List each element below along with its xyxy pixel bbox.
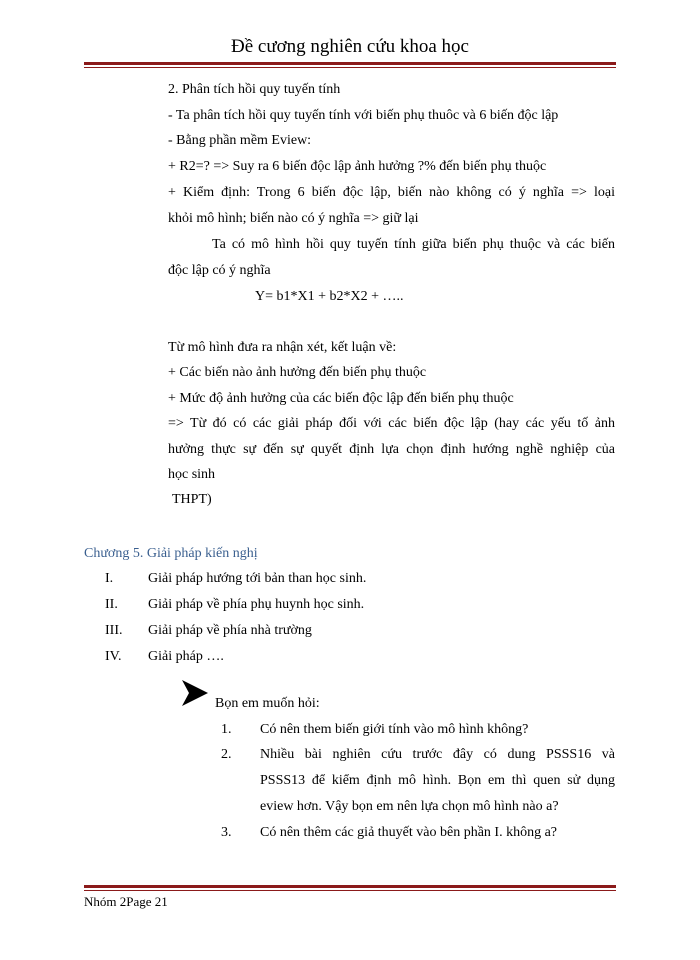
body-line: THPT) (172, 492, 212, 507)
question-number: 1. (221, 722, 232, 737)
body-line: => Từ đó có các giải pháp đối với các biến độc lập (hay các yếu tố ảnh (168, 416, 615, 431)
body-line: + Các biến nào ảnh hưởng đến biến phụ thuộc (168, 365, 427, 380)
chapter-title: Chương 5. Giải pháp kiến nghị (84, 546, 258, 561)
body-line: - Ta phân tích hồi quy tuyến tính với biến phụ thuôc và 6 biến độc lập (168, 108, 559, 123)
list-item: Giải pháp hướng tới bản than học sinh. (148, 571, 367, 586)
body-line: khỏi mô hình; biến nào có ý nghĩa => giữ lại (168, 211, 419, 226)
body-line: Từ mô hình đưa ra nhận xét, kết luận về: (168, 340, 397, 355)
footer-page-label: Nhóm 2Page 21 (84, 894, 168, 909)
question-text: PSSS13 để kiểm định mô hình. Bọn em thì quen sử dụng (260, 773, 615, 788)
body-line: + R2=? => Suy ra 6 biến độc lập ảnh hưởng ?% đến biến phụ thuộc (168, 159, 547, 174)
list-item: Giải pháp về phía phụ huynh học sinh. (148, 597, 365, 612)
list-marker: IV. (105, 649, 122, 664)
header-rule (84, 62, 616, 68)
body-line: Ta có mô hình hồi quy tuyến tính giữa biến phụ thuộc và các biến (212, 237, 615, 252)
formula: Y= b1*X1 + b2*X2 + ….. (255, 289, 404, 304)
question-text: Có nên thêm các giả thuyết vào bên phần I. không a? (260, 825, 558, 840)
list-item: Giải pháp …. (148, 649, 224, 664)
body-line: học sinh (168, 467, 216, 482)
list-item: Giải pháp về phía nhà trường (148, 623, 312, 638)
list-marker: III. (105, 623, 123, 638)
question-number: 3. (221, 825, 232, 840)
section-heading: 2. Phân tích hồi quy tuyến tính (168, 82, 341, 97)
body-line: + Mức độ ảnh hưởng của các biến độc lập đến biến phụ thuộc (168, 391, 514, 406)
question-text: eview hơn. Vậy bọn em nên lựa chọn mô hình nào a? (260, 799, 559, 814)
body-line: độc lập có ý nghĩa (168, 263, 271, 278)
body-line: + Kiểm định: Trong 6 biến độc lập, biến nào không có ý nghĩa => loại (168, 185, 615, 200)
body-line: hưởng thực sự đến sự quyết định lựa chọn định hướng nghề nghiệp của (168, 442, 615, 457)
list-marker: I. (105, 571, 114, 586)
footer-rule (84, 885, 616, 891)
header-title: Đề cương nghiên cứu khoa học (231, 36, 469, 57)
question-number: 2. (221, 747, 232, 762)
list-marker: II. (105, 597, 118, 612)
questions-heading: Bọn em muốn hỏi: (215, 696, 320, 711)
question-text: Có nên them biến giới tính vào mô hình không? (260, 722, 529, 737)
body-line: - Bằng phần mềm Eview: (168, 133, 312, 148)
question-text: Nhiều bài nghiên cứu trước đây có dung PSSS16 và (260, 747, 615, 762)
arrow-bullet-icon (180, 678, 210, 708)
